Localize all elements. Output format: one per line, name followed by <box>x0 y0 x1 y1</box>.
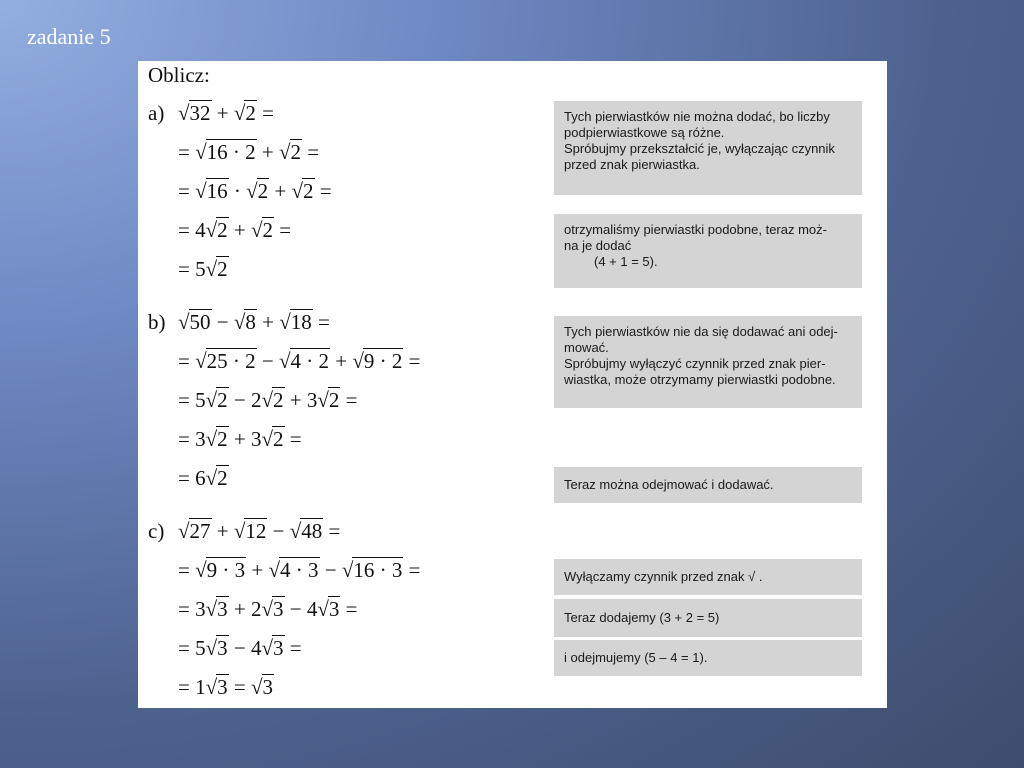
part-label-a: a) <box>148 101 165 125</box>
equation-a-2: = √16 · 2 + √2 = <box>178 140 320 164</box>
note-c-2: Teraz dodajemy (3 + 2 = 5) <box>554 599 862 637</box>
note-c-3: i odejmujemy (5 – 4 = 1). <box>554 640 862 676</box>
note-b-2: Teraz można odejmować i dodawać. <box>554 467 862 503</box>
note-a-2: otrzymaliśmy pierwiastki podobne, teraz moż- na je dodać (4 + 1 = 5). <box>554 214 862 288</box>
equation-b-4: = 3√2 + 3√2 = <box>178 427 302 451</box>
equation-a-3: = √16 · √2 + √2 = <box>178 179 332 203</box>
equation-a-4: = 4√2 + √2 = <box>178 218 292 242</box>
exercise-heading: Oblicz: <box>148 63 210 87</box>
note-b-1: Tych pierwiastków nie da się dodawać ani odej- mować. Spróbujmy wyłączyć czynnik przed znak pier- wiastka, może otrzymamy pierwiastki podobne. <box>554 316 862 408</box>
equation-c-4: = 5√3 − 4√3 = <box>178 636 302 660</box>
note-a-1: Tych pierwiastków nie można dodać, bo liczby podpierwiastkowe są różne. Spróbujmy przekształcić je, wyłączając czynnik przed znak pierwiastka. <box>554 101 862 195</box>
note-c-1: Wyłączamy czynnik przed znak √ . <box>554 559 862 595</box>
equation-a-5: = 5√2 <box>178 257 228 281</box>
equation-c-3: = 3√3 + 2√3 − 4√3 = <box>178 597 358 621</box>
equation-a-1: a) √32 + √2 = <box>148 101 274 125</box>
equation-c-1: c) √27 + √12 − √48 = <box>148 519 341 543</box>
equation-b-2: = √25 · 2 − √4 · 2 + √9 · 2 = <box>178 349 421 373</box>
equation-c-2: = √9 · 3 + √4 · 3 − √16 · 3 = <box>178 558 421 582</box>
slide-title: zadanie 5 <box>27 24 111 49</box>
exercise-panel <box>138 61 887 708</box>
equation-b-1: b) √50 − √8 + √18 = <box>148 310 330 334</box>
equation-c-5: = 1√3 = √3 <box>178 675 273 699</box>
part-label-c: c) <box>148 519 165 543</box>
equation-b-5: = 6√2 <box>178 466 228 490</box>
part-label-b: b) <box>148 310 166 334</box>
equation-b-3: = 5√2 − 2√2 + 3√2 = <box>178 388 358 412</box>
